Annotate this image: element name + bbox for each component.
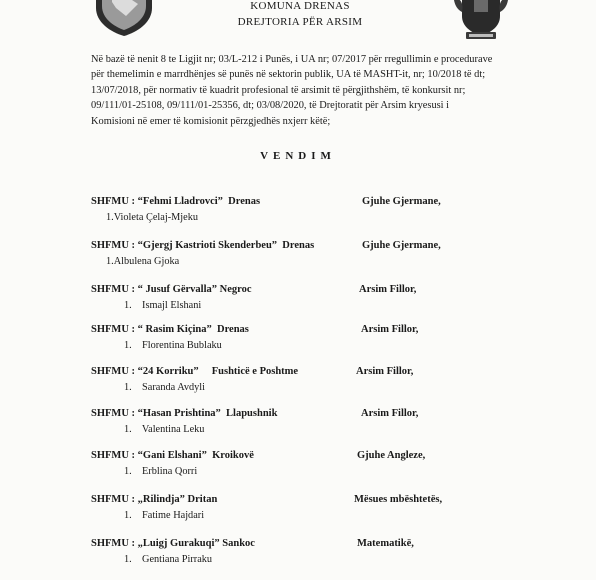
intro-line: Komisioni në emer të komisionit përzgjedhës nxjerr këtë; [91, 115, 331, 127]
subject-name: Gjuhe Gjermane, [362, 196, 441, 207]
decision-entry [0, 240, 596, 280]
intro-line: Në bazë të nenit 8 te Ligjit nr; 03/L-212 i Punës, i UA nr; 07/2017 për rregullimin e procedurave [91, 54, 493, 65]
decision-entry [0, 538, 596, 578]
selected-candidate: 1.Violeta Çelaj-Mjeku [106, 212, 199, 223]
school-name: SHFMU : “Gani Elshani” Kroikovë [91, 450, 254, 461]
decision-title: VENDIM [260, 150, 336, 162]
subject-name: Arsim Fillor, [361, 324, 419, 335]
municipality-crest-icon [452, 0, 510, 42]
intro-paragraph [91, 52, 505, 129]
school-name: SHFMU : “Gjergj Kastrioti Skenderbeu” Drenas [91, 240, 315, 251]
selected-candidate: 1. Fatime Hajdari [124, 510, 205, 521]
selected-candidate: 1. Saranda Avdyli [124, 382, 206, 393]
school-name: SHFMU : „Rilindja” Dritan [91, 494, 218, 505]
school-name: SHFMU : “Fehmi Lladrovci” Drenas [91, 196, 261, 207]
selected-candidate: 1. Gentiana Pirraku [124, 554, 213, 565]
subject-name: Arsim Fillor, [356, 366, 414, 377]
decision-entry [0, 366, 596, 406]
selected-candidate: 1.Albulena Gjoka [106, 256, 180, 267]
decision-entry [0, 196, 596, 236]
subject-name: Mësues mbështetës, [354, 494, 443, 505]
intro-line: 09/111/01-25108, 09/111/01-25356, dt; 03/08/2020, të Drejtoratit për Arsim kryesusi i [91, 100, 450, 112]
school-name: SHFMU : “ Rasim Kiçina” Drenas [91, 324, 249, 335]
decision-entry [0, 324, 596, 364]
intro-line: për themelimin e marrdhënjes së punës në sektorin publik, UA të MASHT-it, nr; 10/2018 të dt; [91, 69, 486, 81]
school-name: SHFMU : „Luigj Gurakuqi” Sankoc [91, 538, 255, 549]
subject-name: Matematikë, [357, 538, 414, 549]
subject-name: Gjuhe Angleze, [357, 450, 426, 461]
school-name: SHFMU : “ Jusuf Gërvalla” Negroc [91, 284, 252, 295]
decision-entry [0, 408, 596, 448]
decision-entry [0, 494, 596, 534]
intro-line: 13/07/2018, për normativ të kuadrit profesional të arsimit të përgjithshëm, të konkursit nr; [91, 84, 466, 96]
decision-entry [0, 284, 596, 324]
selected-candidate: 1. Ismajl Elshani [124, 300, 202, 311]
school-name: SHFMU : “Hasan Prishtina” Llapushnik [91, 408, 278, 419]
subject-name: Gjuhe Gjermane, [362, 240, 441, 251]
municipality-name: KOMUNA DRENAS [250, 0, 350, 12]
subject-name: Arsim Fillor, [361, 408, 419, 419]
selected-candidate: 1. Florentina Bublaku [124, 340, 222, 351]
document-header [200, 0, 400, 30]
kosovo-emblem-icon [92, 0, 156, 36]
school-name: SHFMU : “24 Korriku” Fushticë e Poshtme [91, 366, 299, 377]
department-name: DREJTORIA PËR ARSIM [237, 16, 363, 28]
selected-candidate: 1. Erblina Qorri [124, 466, 198, 477]
subject-name: Arsim Fillor, [359, 284, 417, 295]
selected-candidate: 1. Valentina Leku [124, 424, 205, 435]
decision-entry [0, 450, 596, 490]
